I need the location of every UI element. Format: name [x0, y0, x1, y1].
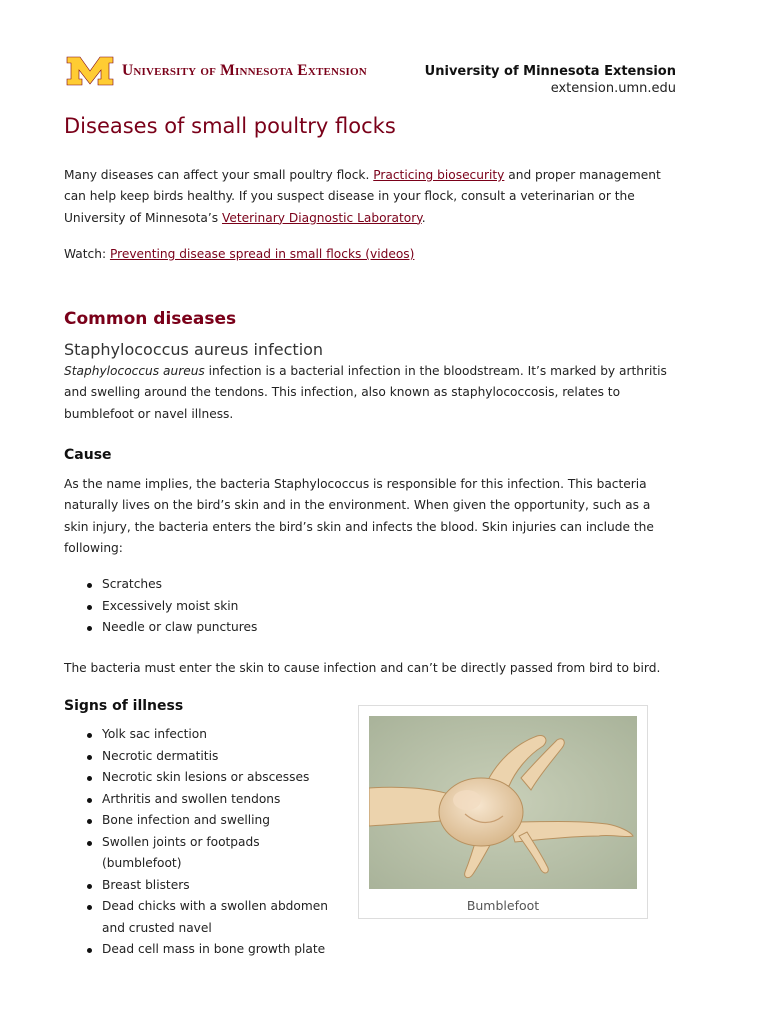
figure-caption: Bumblefoot: [466, 898, 540, 913]
intro-text-3: .: [421, 210, 426, 225]
gold-m-logo-icon: [66, 56, 114, 86]
list-item: Necrotic dermatitis: [64, 746, 334, 768]
logo-wordmark: University of Minnesota Extension: [122, 62, 367, 79]
signs-heading: Signs of illness: [64, 698, 184, 714]
intro-text-1: Many diseases can affect your small poultry flock.: [64, 168, 374, 182]
list-item: Yolk sac infection: [64, 724, 334, 746]
cause-paragraph: As the name implies, the bacteria Staphylococcus is responsible for this infection. This bacteria naturally lives on the bird’s skin and in the environment. When given the opportunity, such as a skin injury, the bacteria enters the bird’s skin and infects the blood. Skin injuries can include the following:: [64, 477, 654, 555]
org-url: extension.umn.edu: [550, 81, 676, 96]
bumblefoot-figure: [358, 705, 648, 919]
page-title: Diseases of small poultry flocks: [64, 114, 396, 138]
intro-paragraph: [64, 165, 684, 229]
cause-list: [64, 574, 464, 639]
disease-intro-text: infection is a bacterial infection in the bloodstream. It’s marked by arthritis and swelling around the tendons. This infection, also known as staphylococcosis, relates to bumblefoot or navel illness.: [64, 364, 667, 421]
list-item: Dead cell mass in bone growth plate: [64, 939, 334, 961]
org-name: University of Minnesota Extension: [424, 64, 676, 79]
biosecurity-link[interactable]: Practicing biosecurity: [373, 168, 505, 182]
disease-heading: Staphylococcus aureus infection: [64, 340, 324, 359]
watch-label: Watch:: [64, 247, 110, 261]
signs-list: [64, 724, 334, 961]
cause-closing: The bacteria must enter the skin to cause infection and can’t be directly passed from bird to bird.: [64, 661, 661, 675]
list-item: Bone infection and swelling: [64, 810, 334, 832]
section-heading: Common diseases: [64, 309, 237, 329]
disease-intro: [64, 361, 684, 425]
vet-lab-link[interactable]: Veterinary Diagnostic Laboratory: [221, 210, 422, 225]
list-item: Dead chicks with a swollen abdomen and crusted navel: [64, 896, 334, 939]
watch-line: [64, 244, 684, 265]
list-item: Excessively moist skin: [64, 596, 464, 618]
list-item: Arthritis and swollen tendons: [64, 789, 334, 811]
list-item: Necrotic skin lesions or abscesses: [64, 767, 334, 789]
list-item: Swollen joints or footpads (bumblefoot): [64, 832, 334, 875]
videos-link[interactable]: Preventing disease spread in small flocks (videos): [109, 247, 415, 261]
species-name: Staphylococcus aureus: [64, 364, 205, 378]
cause-heading: Cause: [64, 447, 112, 463]
bumblefoot-photo: [369, 716, 637, 889]
org-info: [425, 63, 676, 97]
list-item: Needle or claw punctures: [64, 617, 464, 639]
list-item: Breast blisters: [64, 875, 334, 897]
umn-extension-logo[interactable]: [66, 56, 367, 86]
list-item: Scratches: [64, 574, 464, 596]
intro-text-2: and proper management can help keep birds healthy. If you suspect disease in your flock, consult a veterinarian or the University of Minnesota’s: [64, 168, 661, 225]
